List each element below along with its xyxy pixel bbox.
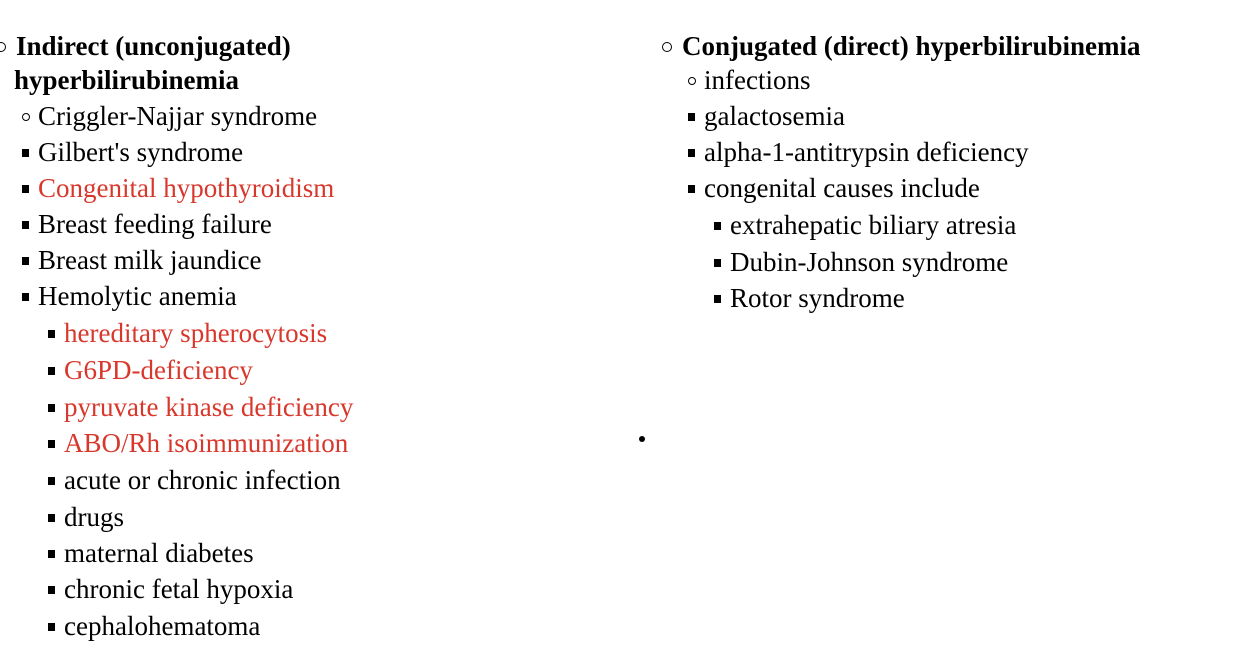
list-item <box>48 425 348 461</box>
square-bullet-icon <box>48 477 55 485</box>
list-item-text: Hemolytic anemia <box>38 281 237 311</box>
list-item-text: Criggler-Najjar syndrome <box>38 101 318 131</box>
list-item <box>48 499 124 535</box>
list-item-text: maternal diabetes <box>64 538 254 568</box>
list-item-text: infections <box>704 65 811 95</box>
list-item-text: Rotor syndrome <box>730 283 905 313</box>
square-bullet-icon <box>22 149 29 157</box>
list-item <box>48 352 253 388</box>
list-item <box>688 134 1029 170</box>
circle-bullet-icon <box>688 77 696 85</box>
square-bullet-icon <box>714 259 721 267</box>
indirect-heading-cont <box>14 62 239 98</box>
square-bullet-icon <box>688 185 695 193</box>
square-bullet-icon <box>22 257 29 265</box>
list-item-text: galactosemia <box>704 101 845 131</box>
list-item-text: acute or chronic infection <box>64 465 341 495</box>
list-item-text: cephalohematoma <box>64 611 261 641</box>
square-bullet-icon <box>48 440 55 448</box>
list-item <box>714 207 1016 243</box>
indirect-heading-line1: Indirect (unconjugated) <box>16 31 291 61</box>
list-item <box>714 244 1008 280</box>
list-item-text: Congenital hypothyroidism <box>38 173 335 203</box>
square-bullet-icon <box>688 149 695 157</box>
square-bullet-icon <box>48 550 55 558</box>
list-item-text: alpha-1-antitrypsin deficiency <box>704 137 1029 167</box>
list-item <box>48 571 293 607</box>
list-item <box>688 170 980 206</box>
list-item-text: Gilbert's syndrome <box>38 137 244 167</box>
list-item <box>48 389 353 425</box>
list-item-text: Dubin-Johnson syndrome <box>730 247 1009 277</box>
list-item <box>22 134 243 170</box>
list-item-text: Breast feeding failure <box>38 209 272 239</box>
square-bullet-icon <box>688 113 695 121</box>
square-bullet-icon <box>48 330 55 338</box>
circle-bullet-icon <box>0 42 6 52</box>
list-item-text: chronic fetal hypoxia <box>64 574 294 604</box>
square-bullet-icon <box>22 293 29 301</box>
list-item-text: pyruvate kinase deficiency <box>64 392 354 422</box>
square-bullet-icon <box>714 295 721 303</box>
stray-bullet-dot <box>639 436 645 442</box>
list-item <box>48 462 341 498</box>
list-item-text: G6PD-deficiency <box>64 355 253 385</box>
square-bullet-icon <box>48 514 55 522</box>
square-bullet-icon <box>714 222 721 230</box>
list-item <box>688 62 810 98</box>
list-item <box>48 608 260 644</box>
circle-bullet-icon <box>22 113 30 121</box>
indirect-heading <box>0 28 291 64</box>
list-item <box>22 278 237 314</box>
list-item <box>22 170 334 206</box>
square-bullet-icon <box>22 185 29 193</box>
list-item-text: extrahepatic biliary atresia <box>730 210 1017 240</box>
circle-bullet-icon <box>662 42 672 52</box>
list-item <box>48 315 327 351</box>
square-bullet-icon <box>22 221 29 229</box>
list-item-text: drugs <box>64 502 124 532</box>
square-bullet-icon <box>48 404 55 412</box>
list-item <box>688 98 845 134</box>
list-item-text: congenital causes include <box>704 173 980 203</box>
conjugated-heading-text: Conjugated (direct) hyperbilirubinemia <box>682 31 1141 61</box>
conjugated-heading <box>662 28 1141 64</box>
list-item <box>714 280 905 316</box>
list-item-text: ABO/Rh isoimmunization <box>64 428 349 458</box>
square-bullet-icon <box>48 623 55 631</box>
list-item <box>22 242 261 278</box>
square-bullet-icon <box>48 586 55 594</box>
list-item <box>48 535 254 571</box>
list-item <box>22 206 272 242</box>
list-item <box>22 98 317 134</box>
square-bullet-icon <box>48 367 55 375</box>
list-item-text: Breast milk jaundice <box>38 245 262 275</box>
list-item-text: hereditary spherocytosis <box>64 318 328 348</box>
indirect-heading-line2: hyperbilirubinemia <box>14 65 240 95</box>
